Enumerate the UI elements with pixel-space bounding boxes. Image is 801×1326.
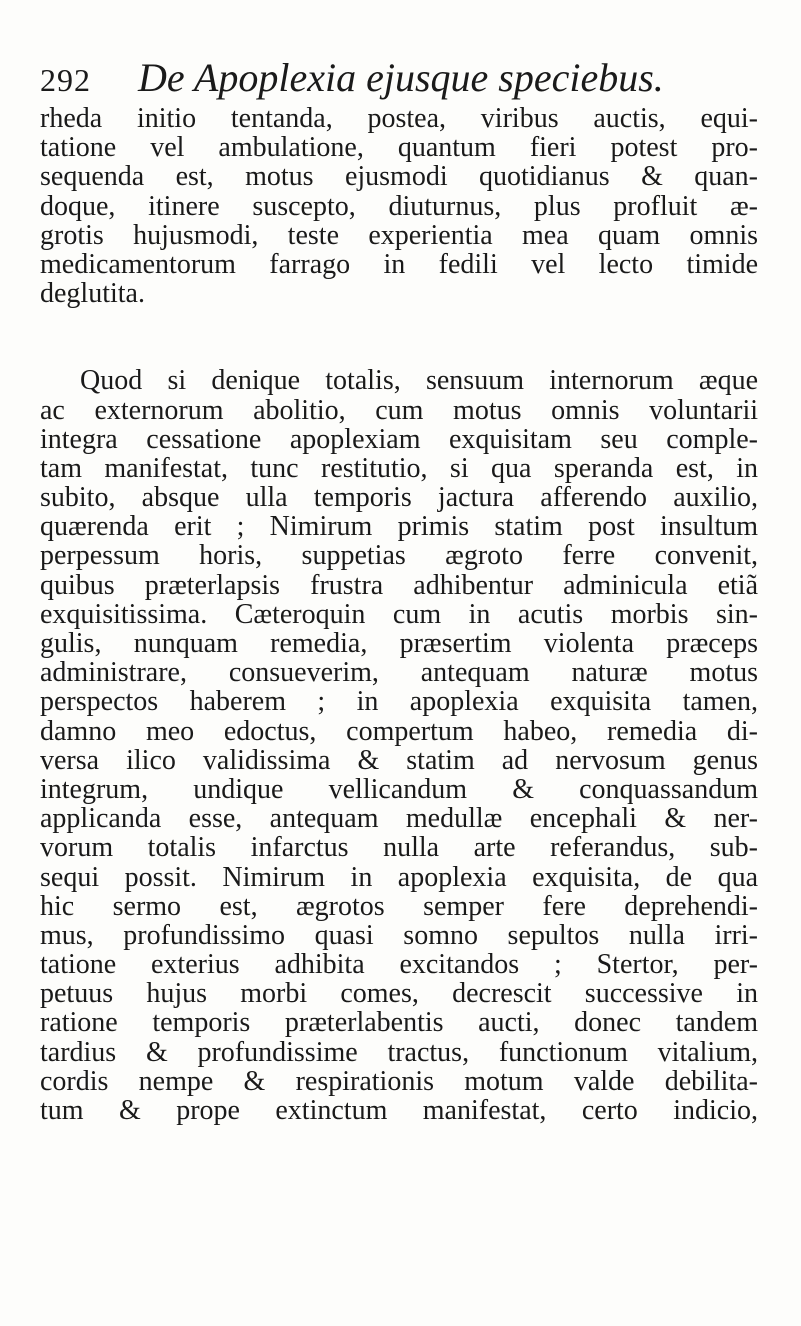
text-line: damno meo edoctus, compertum habeo, remedia di- xyxy=(40,715,758,747)
text-line: vorum totalis infarctus nulla arte referandus, sub- xyxy=(40,832,758,864)
text-line: tum & prope extinctum manifestat, certo indicio, xyxy=(40,1095,758,1126)
text-line: subito, absque ulla temporis jactura afferendo auxilio, xyxy=(40,482,758,514)
text-line: administrare, consueverim, antequam naturæ motus xyxy=(40,657,758,689)
running-title: De Apoplexia ejusque speciebus. xyxy=(138,55,664,100)
text-line: versa ilico validissima & statim ad nervosum genus xyxy=(40,744,758,776)
text-line: applicanda esse, antequam medullæ encephali & ner- xyxy=(40,803,758,835)
text-line: tam manifestat, tunc restitutio, si qua speranda est, in xyxy=(40,452,758,484)
text-line: deglutita. xyxy=(40,278,145,310)
text-line: tatione exterius adhibita excitandos ; Stertor, per- xyxy=(40,949,758,981)
page-header xyxy=(40,50,760,100)
text-line: integra cessatione apoplexiam exquisitam seu comple- xyxy=(40,423,758,455)
text-line: doque, itinere suscepto, diuturnus, plus profluit æ- xyxy=(40,190,758,222)
text-line: rheda initio tentanda, postea, viribus auctis, equi- xyxy=(40,103,758,134)
text-line: integrum, undique vellicandum & conquassandum xyxy=(40,773,758,805)
text-line: perpessum horis, suppetias ægroto ferre convenit, xyxy=(40,540,758,572)
text-line: ac externorum abolitio, cum motus omnis voluntarii xyxy=(40,394,758,426)
text-line: cordis nempe & respirationis motum valde debilita- xyxy=(40,1065,758,1097)
page-number: 292 xyxy=(40,62,91,98)
body-text xyxy=(40,104,758,1125)
text-line: tatione vel ambulatione, quantum fieri potest pro- xyxy=(40,132,758,164)
text-line: sequi possit. Nimirum in apoplexia exquisita, de qua xyxy=(40,861,758,893)
text-line: Quod si denique totalis, sensuum internorum æque xyxy=(80,365,758,397)
paragraph-2 xyxy=(40,366,758,1125)
text-line: quibus præterlapsis frustra adhibentur adminicula etiã xyxy=(40,569,758,601)
paragraph-gap xyxy=(40,308,758,366)
text-line: quærenda erit ; Nimirum primis statim post insultum xyxy=(40,511,758,543)
text-line: sequenda est, motus ejusmodi quotidianus & quan- xyxy=(40,161,758,193)
text-line: medicamentorum farrago in fedili vel lecto timide xyxy=(40,248,758,280)
text-line: grotis hujusmodi, teste experientia mea quam omnis xyxy=(40,219,758,251)
paragraph-1 xyxy=(40,104,758,308)
text-line: ratione temporis præterlabentis aucti, donec tandem xyxy=(40,1007,758,1039)
text-line: perspectos haberem ; in apoplexia exquisita tamen, xyxy=(40,686,758,718)
text-line: petuus hujus morbi comes, decrescit successive in xyxy=(40,978,758,1010)
text-line: tardius & profundissime tractus, functionum vitalium, xyxy=(40,1036,758,1068)
text-line: exquisitissima. Cæteroquin cum in acutis morbis sin- xyxy=(40,598,758,630)
text-line: gulis, nunquam remedia, præsertim violenta præceps xyxy=(40,628,758,659)
text-line: mus, profundissimo quasi somno sepultos nulla irri- xyxy=(40,919,758,951)
text-line: hic sermo est, ægrotos semper fere deprehendi- xyxy=(40,890,758,922)
